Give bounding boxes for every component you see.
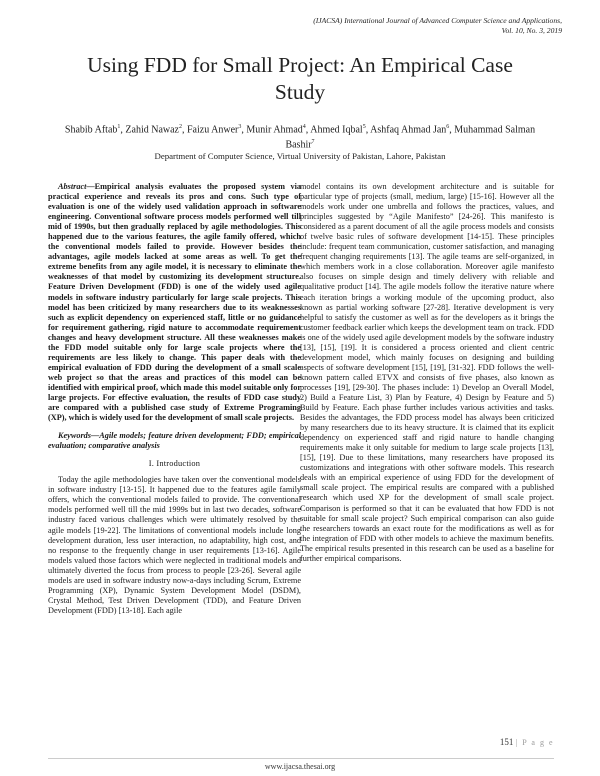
- footer-url: www.ijacsa.thesai.org: [264, 762, 336, 771]
- author-name: Ashfaq Ahmad Jan: [370, 124, 447, 136]
- author-affil-sup: 7: [311, 139, 315, 146]
- journal-name: (IJACSA) International Journal of Advanced Computer Science and Applications,: [313, 16, 562, 25]
- abstract-text: —Empirical analysis evaluates the proposed system via practical experience and reveals its pros and cons. Such type of evaluation is one of the widely used validation approach in software engineering. Conventional software process models performed well till mid of 1990s, but then gradually replaced by agile methodologies. This happened due to the various features, the agile family offered, which the conventional models failed to provide. However besides the advantages, agile models lacked at some areas as well. To get the extreme benefits from any agile model, it is necessary to eliminate the weaknesses of that model by customizing its development structure. Feature Driven Development (FDD) is one of the widely used agile models in software industry particularly for large scale projects. This model has been criticized by many researchers due to its weaknesses such as explicit dependency on experienced staff, little or no guidance for requirement gathering, rigid nature to accommodate requirement changes and heavy development structure. All these weaknesses make the FDD model suitable only for large scale projects where the requirements are less likely to change. This paper deals with the empirical evaluation of FDD during the development of a small scale web project so that the areas and practices of this model can be identified with empirical proof, which made this model suitable only for large projects. For effective evaluation, the results of FDD case study are compared with a published case study of Extreme Programing (XP), which is widely used for the development of small scale projects.: [48, 182, 301, 423]
- affiliation: Department of Computer Science, Virtual University of Pakistan, Lahore, Pakistan: [154, 151, 446, 161]
- left-column: [48, 182, 301, 616]
- author-affil-sup: 2: [178, 124, 182, 130]
- page-label: | P a g e: [515, 738, 554, 747]
- author-affil-sup: 5: [362, 124, 366, 130]
- keywords-lead: Keywords: [58, 431, 91, 441]
- keywords-text: —Agile models; feature driven development; FDD; empirical evaluation; comparative analysis: [48, 431, 301, 451]
- author-name: Zahid Nawaz: [125, 124, 179, 136]
- abstract: [48, 182, 301, 423]
- paper-title-line1: Using FDD for Small Project: An Empirical Case: [87, 53, 513, 77]
- right-column: [300, 182, 554, 564]
- abstract-lead: Abstract: [58, 182, 87, 191]
- paper-title-line2: Study: [274, 80, 326, 104]
- author-affil-sup: 6: [446, 124, 450, 130]
- page-number: [500, 737, 554, 747]
- author-name: Bashir: [285, 139, 312, 151]
- keywords: [48, 431, 301, 451]
- paper-title: [40, 52, 560, 106]
- author-name: Ahmed Iqbal: [310, 124, 363, 136]
- author-name: Faizu Anwer: [186, 124, 239, 136]
- author-affil-sup: 3: [238, 124, 242, 130]
- intro-paragraph: Today the agile methodologies have taken over the conventional models in software industry [13-15]. It happened due to the features agile family offers, which the conventional models failed to provide. The conventional models performed well till the mid 1999s but in last two decades, software industry faced various challenges which were ultimately resolved by the agile models [19-22]. The limitations of conventional models include long development duration, less user interaction, no adaptability, high cost, and no response to the frequently change in user requirements [13-16]. Agile models valued those factors which were neglected in traditional models and ultimately diverted the focus from process to people [23-26]. Several agile models are used in software industry now-a-days including Scrum, Extreme Programming (XP), Dynamic System Development Model (DSDM), Crystal Method, Test Driven Development (TDD), and Feature Driven Development (FDD) [13-18]. Each agile: [48, 475, 301, 615]
- author-name: Munir Ahmad: [246, 124, 303, 136]
- body-paragraph: model contains its own development architecture and is suitable for particular type of projects (small, medium, large) [15-16]. However all the models work under one umbrella and follows the practices, values, and principles suggested by “Agile Manifesto” [24-26]. This manifesto is considered as a parent document of all the agile process models and consists of twelve basic rules of software development [14-15]. These principles include: frequent team communication, customer satisfaction, and managing frequent changing requirements [13]. The agile teams are self-organized, in which members work in a close collaboration. Moreover agile manifesto also focuses on simple design and timely delivery with reliable and qualitative product [14]. The agile models follow the iterative nature where each iteration brings a working module of the upcoming product, also known as partial working software [27-28]. Iterative development is very helpful to satisfy the customer as well as for the developers as it brings the customer feedback earlier which keeps the development team on track. FDD is one of the widely used agile development models by the software industry [13], [15], [19]. It is considered a process oriented and client centric development model, which mainly focuses on designing and building aspects of software development [15], [19], [31-32]. FDD follows the well-known pattern called ETVX and consists of five phases, also known as processes [19], [29-30]. The phases include: 1) Develop an Overall Model, 2) Build a Feature List, 3) Plan by Feature, 4) Design by Feature and 5) Build by Feature. Each phase further includes various activities and tasks. Besides the advantages, the FDD process model has always been criticized by many researchers due to its heavy structure. It is claimed that its explicit dependency on experienced staff and rigid nature to handle changing requirements make it only suitable for medium to large scale projects [13], [15], [19]. Due to these limitations, many researchers have proposed its customizations and integrations with other software models. This research deals with an empirical experience of using FDD for the development of small scale project. The empirical results are compared with a published research which used XP for the development of small scale project. Comparison is performed so that it can be evaluated that how FDD is not suitable for small scale project? Such empirical comparison can also guide the researchers towards an exact route for the modifications as well as for the integration of FDD with other models to achieve the maximum benefits. The empirical results presented in this research can be used as a baseline for further empirical comparisons.: [300, 182, 554, 563]
- journal-header: [142, 16, 562, 36]
- journal-volume: Vol. 10, No. 3, 2019: [501, 26, 562, 35]
- footer-divider: [48, 758, 554, 759]
- author-name: Muhammad Salman: [454, 124, 536, 136]
- author-affil-sup: 4: [302, 124, 306, 130]
- author-line-1: Shabib Aftab$^1$, Zahid Nawaz$^2$, Faizu Anwer$^3$, Munir Ahmad$^4$, Ahmed Iqbal$^5$, Ashfaq Ahmad Jan$^6$, Muhammad Salman: [64, 124, 536, 136]
- author-list: [30, 121, 570, 152]
- author-name: Shabib Aftab: [64, 124, 118, 136]
- section-heading-introduction: I. Introduction: [148, 459, 201, 469]
- author-affil-sup: 1: [117, 124, 121, 130]
- page-number-value: 151: [499, 737, 514, 747]
